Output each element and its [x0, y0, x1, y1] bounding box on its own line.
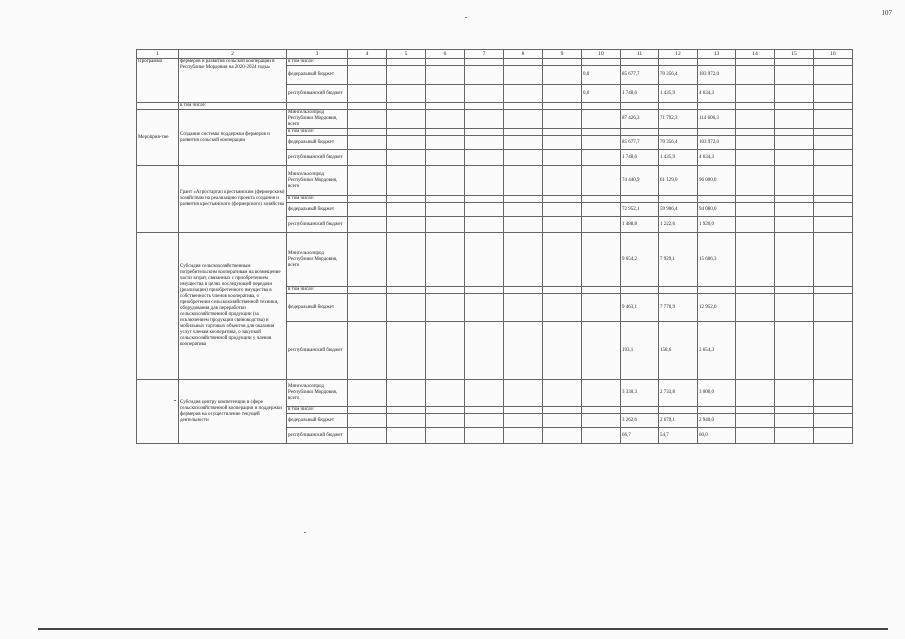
- budget-label: федеральный бюджет: [287, 414, 348, 428]
- cell-value: 66,7: [621, 428, 659, 444]
- cell-value: 103 972,0: [698, 136, 736, 150]
- cell-value: 3 000,0: [698, 380, 736, 407]
- cell-value: 54,7: [659, 428, 698, 444]
- cell-value: 60,0: [698, 428, 736, 444]
- row-type-label: Программа: [137, 59, 179, 103]
- column-header: 5: [387, 50, 426, 59]
- column-header: 4: [348, 50, 387, 59]
- cell-value: 4 634,3: [698, 85, 736, 103]
- cell-value: 103 972,0: [698, 66, 736, 85]
- cell-value: 87 426,3: [621, 110, 659, 129]
- cell-value: 1 748,6: [621, 85, 659, 103]
- cell-value: 2 654,3: [698, 322, 736, 380]
- cell-value: 114 606,3: [698, 110, 736, 129]
- cell-value: 96 000,0: [698, 166, 736, 196]
- budget-label: республиканский бюджет: [287, 322, 348, 380]
- cell-value: 70 356,4: [659, 66, 698, 85]
- subtotal-label: в том числе:: [287, 196, 348, 203]
- cell-value: 1 488,8: [621, 217, 659, 233]
- budget-label: федеральный бюджет: [287, 136, 348, 150]
- cell-value: 7 770,9: [659, 294, 698, 322]
- page-number: 107: [881, 9, 892, 17]
- budget-label: федеральный бюджет: [287, 66, 348, 85]
- cell-value: 3 262,6: [621, 414, 659, 428]
- budget-label: Минсельхозпрод Республики Мордовия, всего: [287, 233, 348, 287]
- cell-value: 85 677,7: [621, 66, 659, 85]
- table-row: [137, 166, 853, 196]
- column-header: 12: [659, 50, 698, 59]
- cell-value: 1 435,9: [659, 150, 698, 166]
- row-type-label: Мероприя-тие: [137, 110, 179, 166]
- subtotal-label: в том числе:: [287, 129, 348, 136]
- column-header: 3: [287, 50, 348, 59]
- cell-value: 15 606,3: [698, 233, 736, 287]
- table-row: [137, 380, 853, 407]
- subtotal-label: в том числе:: [287, 407, 348, 414]
- measure-name: Субсидия сельскохозяйственным потребительским кооперативам на возмещение части затрат, связанных с приобретением имущества в целях последующей передачи (реализации) приобретенного имущества в собственность членов кооператива, о приобретении сельскохозяйственной техники, оборудования для переработки сельскохозяйственной продукции (за исключением продукции свиноводства) и мобильных торговых объектов для оказания услуг членам кооператива, о закупкой сельскохозяйственной продукции у членов кооператива: [179, 233, 287, 380]
- column-header: 13: [698, 50, 736, 59]
- cell-value: 85 677,7: [621, 136, 659, 150]
- program-table: [136, 49, 853, 444]
- cell-value: 61 129,0: [659, 166, 698, 196]
- cell-value: 7 929,1: [659, 233, 698, 287]
- column-header: 11: [621, 50, 659, 59]
- cell-value: 2 679,1: [659, 414, 698, 428]
- cell-value: 71 792,3: [659, 110, 698, 129]
- column-header-row: [137, 50, 853, 59]
- column-header: 1: [137, 50, 179, 59]
- cell-value: 2 940,0: [698, 414, 736, 428]
- budget-label: республиканский бюджет: [287, 217, 348, 233]
- column-header: 8: [504, 50, 543, 59]
- column-header: 15: [775, 50, 814, 59]
- cell-value: 70 356,4: [659, 136, 698, 150]
- cell-value: 1 435,9: [659, 85, 698, 103]
- cell-value: 9 654,2: [621, 233, 659, 287]
- cell-value: 1 748,6: [621, 150, 659, 166]
- cell-value: 1 920,0: [698, 217, 736, 233]
- budget-label: федеральный бюджет: [287, 294, 348, 322]
- cell-value: 0,0: [582, 66, 621, 85]
- subtotal-label: в том числе:: [287, 59, 348, 66]
- scan-speck: [465, 17, 467, 18]
- cell-value: 72 952,1: [621, 203, 659, 217]
- column-header: 14: [736, 50, 775, 59]
- measure-name: Грант «Агростартап крестьянским (фермерским) хозяйствам на реализацию проекта создания и развития крестьянского (фермерского) хозяйства: [179, 166, 287, 233]
- measure-name: Создание системы поддержки фермеров и развития сельской кооперации: [179, 110, 287, 166]
- cell-value: 12 952,0: [698, 294, 736, 322]
- budget-label: Минсельхозпрод Республики Мордовия, всего: [287, 110, 348, 129]
- column-header: 6: [426, 50, 465, 59]
- cell-value: 0,0: [582, 85, 621, 103]
- budget-label: Минсельхозпрод Республики Мордовия, всего: [287, 380, 348, 407]
- budget-label: федеральный бюджет: [287, 203, 348, 217]
- subtotal-label: в том числе:: [179, 103, 287, 110]
- budget-label: республиканский бюджет: [287, 150, 348, 166]
- budget-label: республиканский бюджет: [287, 428, 348, 444]
- cell-value: 158,6: [659, 322, 698, 380]
- column-header: 10: [582, 50, 621, 59]
- table-row: [137, 59, 853, 66]
- table-row: [137, 103, 853, 110]
- column-header: 2: [179, 50, 287, 59]
- cell-value: 193,1: [621, 322, 659, 380]
- cell-value: 94 080,0: [698, 203, 736, 217]
- column-header: 16: [814, 50, 853, 59]
- page-bottom-edge: [38, 628, 888, 630]
- cell-value: 1 222,6: [659, 217, 698, 233]
- cell-value: 9 463,1: [621, 294, 659, 322]
- measure-name: Субсидия центру компетенции в сфере сельскохозяйственной кооперации и поддержки фермеров на осуществление текущей деятельности: [179, 380, 287, 444]
- budget-label: Минсельхозпрод Республики Мордовия, всего: [287, 166, 348, 196]
- table-row: [137, 110, 853, 129]
- subtotal-label: в том числе:: [287, 287, 348, 294]
- column-header: 7: [465, 50, 504, 59]
- cell-value: 2 733,8: [659, 380, 698, 407]
- table-row: [137, 233, 853, 287]
- budget-label: республиканский бюджет: [287, 85, 348, 103]
- scan-speck: [304, 532, 306, 533]
- cell-value: 74 440,9: [621, 166, 659, 196]
- column-header: 9: [543, 50, 582, 59]
- cell-value: 59 906,4: [659, 203, 698, 217]
- cell-value: 3 330,3: [621, 380, 659, 407]
- program-name: фермеров и развития сельской кооперации в Республике Мордовия на 2020-2024 годы»: [179, 59, 287, 103]
- cell-value: 4 634,3: [698, 150, 736, 166]
